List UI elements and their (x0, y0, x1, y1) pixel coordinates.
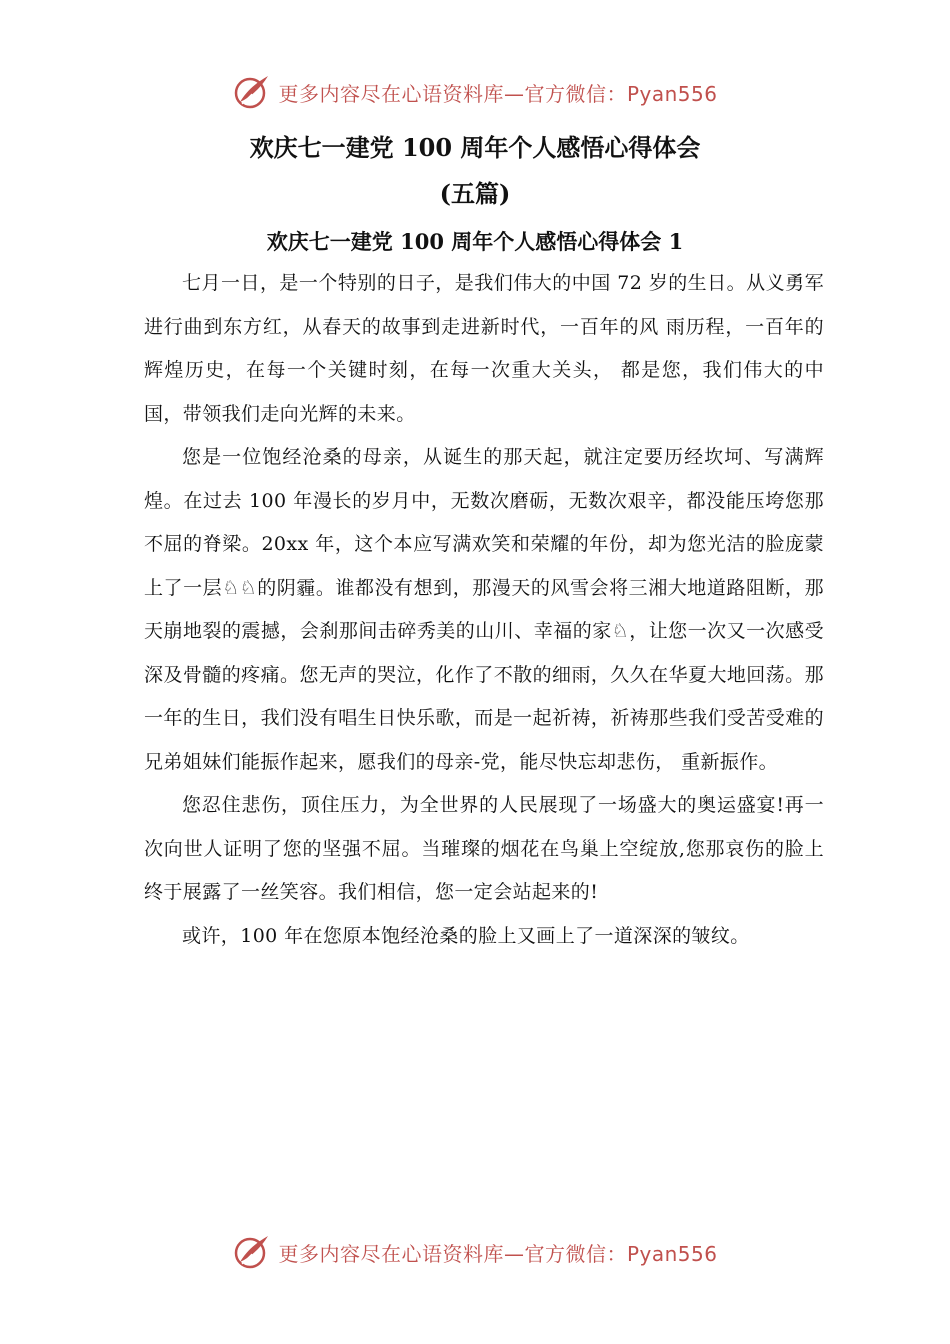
article-title: 欢庆七一建党 100 周年个人感悟心得体会 1 (266, 229, 684, 254)
footer-banner (0, 1230, 950, 1274)
header-banner-text: 更多内容尽在心语资料库—官方微信：Pyan556 (278, 81, 718, 106)
document-subtitle: (五篇) (439, 179, 511, 208)
footer-banner-text: 更多内容尽在心语资料库—官方微信：Pyan556 (278, 1241, 718, 1266)
article-body (144, 262, 824, 958)
paragraph: 或许，100 年在您原本饱经沧桑的脸上又画上了一道深深的皱纹。 (182, 924, 750, 947)
paragraph: 您忍住悲伤，顶住压力，为全世界的人民展现了一场盛大的奥运盛宴!再一次向世人证明了您的坚强不屈。当璀璨的烟花在鸟巢上空绽放,您那哀伤的脸上终于展露了一丝笑容。我们相信，您一定会站起来的! (144, 794, 824, 903)
quill-logo-icon (232, 72, 272, 112)
quill-logo-icon (232, 1232, 272, 1272)
document-title: 欢庆七一建党 100 周年个人感悟心得体会 (249, 133, 701, 162)
paragraph: 七月一日，是一个特别的日子，是我们伟大的中国 72 岁的生日。从义勇军进行曲到东方红，从春天的故事到走进新时代，一百年的风 雨历程，一百年的辉煌历史，在每一个关键时刻，在每一次重大关头， 都是您，我们伟大的中国，带领我们走向光辉的未来。 (144, 272, 824, 425)
header-banner (0, 70, 950, 114)
paragraph: 您是一位饱经沧桑的母亲，从诞生的那天起，就注定要历经坎坷、写满辉煌。在过去 100 年漫长的岁月中，无数次磨砺，无数次艰辛，都没能压垮您那不屈的脊梁。20xx 年，这个本应写满欢笑和荣耀的年份，却为您光洁的脸庞蒙上了一层♘♘的阴霾。谁都没有想到，那漫天的风雪会将三湘大地道路阻断，那天崩地裂的震撼，会刹那间击碎秀美的山川、幸福的家♘，让您一次又一次感受深及骨髓的疼痛。您无声的哭泣，化作了不散的细雨，久久在华夏大地回荡。那一年的生日，我们没有唱生日快乐歌，而是一起祈祷，祈祷那些我们受苦受难的兄弟姐妹们能振作起来，愿我们的母亲-党，能尽快忘却悲伤， 重新振作。 (144, 446, 824, 773)
